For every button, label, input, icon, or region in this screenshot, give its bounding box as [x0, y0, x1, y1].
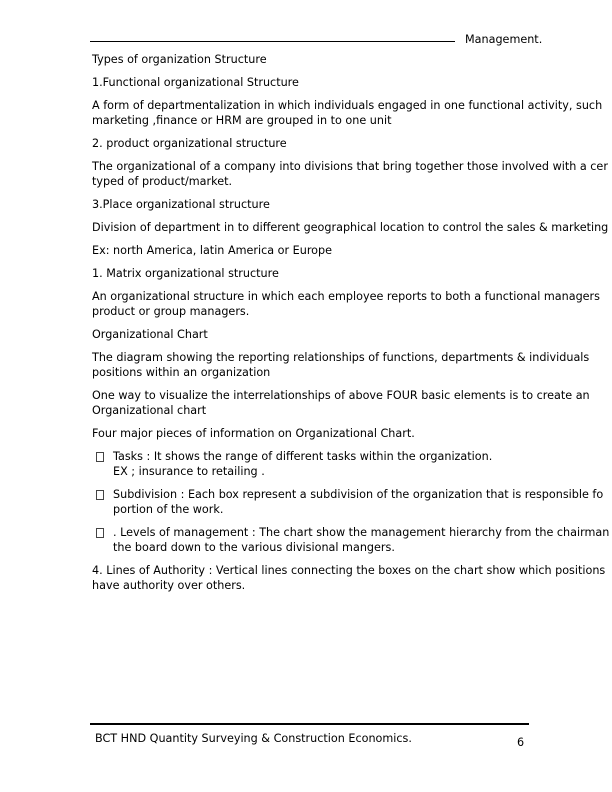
- organizational-chart-definition: The diagram showing the reporting relationships of functions, departments & individuals positions within an organization: [92, 351, 590, 379]
- section-heading: Types of organization Structure: [92, 53, 267, 66]
- footer-text: BCT HND Quantity Surveying & Construction Economics.: [95, 732, 412, 745]
- header-rule: [90, 41, 455, 42]
- header-title: Management.: [465, 33, 543, 46]
- place-structure-paragraph: Division of department in to different geographical location to control the sales & marketing: [92, 221, 609, 234]
- page-number: 6: [517, 736, 525, 749]
- bullet-item-subdivision: Subdivision : Each box represent a subdivision of the organization that is responsible fo portion of the work.: [92, 487, 612, 517]
- missing-glyph-bullet-icon: [96, 452, 104, 462]
- organizational-chart-title: Organizational Chart: [92, 328, 208, 341]
- functional-structure-paragraph: A form of departmentalization in which individuals engaged in one functional activity, such marketing ,finance or HRM are grouped in to one unit: [92, 99, 603, 127]
- bullet-item-levels: . Levels of management : The chart show the management hierarchy from the chairman the board down to the various divisional mangers.: [92, 525, 612, 555]
- product-structure-paragraph: The organizational of a company into divisions that bring together those involved with a cer typed of product/market.: [92, 160, 608, 188]
- four-pieces-intro: Four major pieces of information on Organizational Chart.: [92, 427, 415, 440]
- visualize-paragraph: One way to visualize the interrelationships of above FOUR basic elements is to create an Organizational chart: [92, 389, 590, 417]
- missing-glyph-bullet-icon: [96, 490, 104, 500]
- document-body: [92, 52, 612, 601]
- place-structure-title: 3.Place organizational structure: [92, 198, 270, 211]
- matrix-structure-title: 1. Matrix organizational structure: [92, 267, 279, 280]
- footer-rule: [90, 723, 529, 725]
- place-structure-example: Ex: north America, latin America or Europe: [92, 244, 332, 257]
- functional-structure-title: 1.Functional organizational Structure: [92, 76, 299, 89]
- bullet-item-tasks: Tasks : It shows the range of different tasks within the organization. EX ; insurance to retailing .: [92, 449, 612, 479]
- product-structure-title: 2. product organizational structure: [92, 137, 287, 150]
- missing-glyph-bullet-icon: [96, 528, 104, 538]
- matrix-structure-paragraph: An organizational structure in which each employee reports to both a functional managers product or group managers.: [92, 290, 600, 318]
- lines-of-authority-paragraph: 4. Lines of Authority : Vertical lines connecting the boxes on the chart show which positions have authority over others.: [92, 564, 606, 592]
